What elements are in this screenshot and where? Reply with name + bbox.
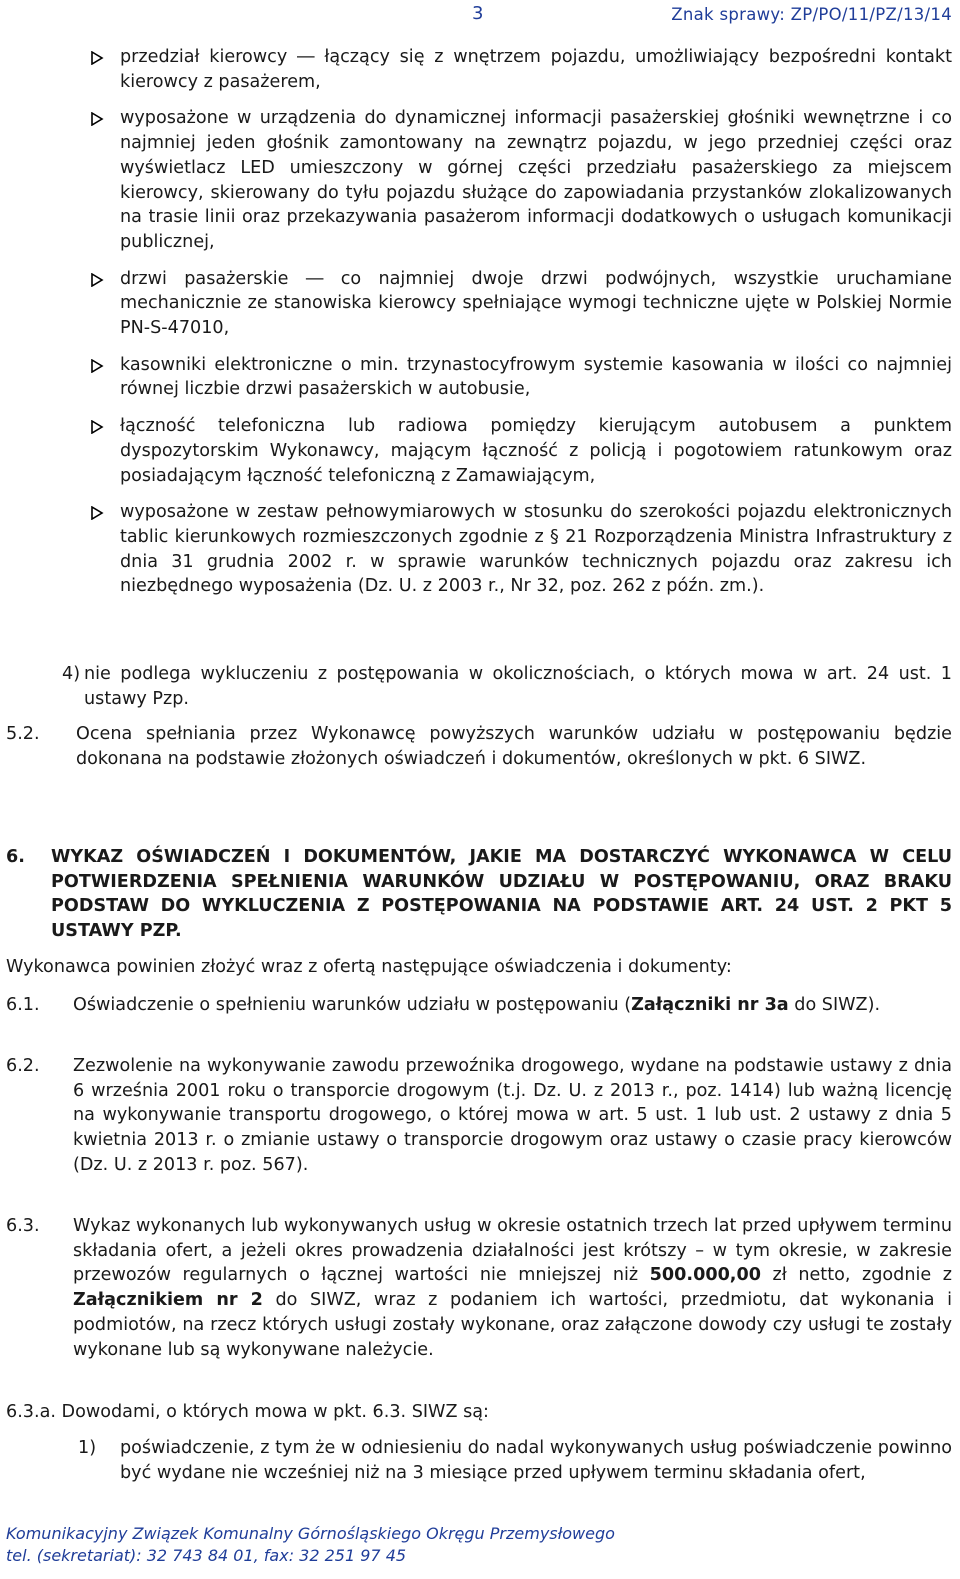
item-text: poświadczenie, z tym że w odniesieniu do nadal wykonywanych usług poświadczenie powinno być wydane nie wcześniej niż na 3 miesiące przed upływem terminu składania ofert, xyxy=(120,1438,952,1483)
list-item-text: przedział kierowcy ― łączący się z wnętrzem pojazdu, umożliwiający bezpośredni kontakt kierowcy z pasażerem, xyxy=(120,47,952,92)
item-6-3-a-1 xyxy=(78,1436,952,1485)
list-item-text: łączność telefoniczna lub radiowa pomiędzy kierującym autobusem a punktem dyspozytorskim Wykonawcy, mającym łączność z policją i pogotowiem ratunkowym oraz posiadającym łączność telefoniczną z Zamawiającym, xyxy=(120,416,952,486)
item-text-part1: Wykaz wykonanych lub wykonywanych usług w okresie ostatnich trzech lat przed upływem terminu składania ofert, a jeżeli okres prowadzenia działalności jest krótszy – w tym okresie, w zakresie przewozów regularnych o łącznej wartości nie mniejszej niż xyxy=(73,1216,952,1286)
equipment-requirements-list xyxy=(90,45,952,611)
list-item xyxy=(90,267,952,341)
attachment-reference: Załączniki nr 3a xyxy=(631,995,789,1015)
arrow-bullet-icon xyxy=(90,420,104,434)
section-6-intro: Wykonawca powinien złożyć wraz z ofertą następujące oświadczenia i dokumenty: xyxy=(6,957,732,977)
list-item xyxy=(90,106,952,254)
item-text-part3: do SIWZ, wraz z podaniem ich wartości, przedmiotu, dat wykonania i podmiotów, na rzecz których usługi zostały wykonane, oraz załączone dowody czy usługi te zostały wykonane lub są wykonywane należycie. xyxy=(73,1290,952,1360)
item-text: Zezwolenie na wykonywanie zawodu przewoźnika drogowego, wydane na podstawie ustawy z dnia 6 września 2001 roku o transporcie drogowym (t.j. Dz. U. z 2013 r., poz. 1414) lub ważną licencję na wykonywanie transportu drogowego, o której mowa w art. 5 ust. 1 lub ust. 2 ustawy z dnia 5 kwietnia 2013 r. o zmianie ustawy o transporcie drogowym oraz ustawy o czasie pracy kierowców (Dz. U. z 2013 r. poz. 567). xyxy=(73,1056,952,1175)
item-6-2 xyxy=(6,1054,952,1178)
arrow-bullet-icon xyxy=(90,112,104,126)
section-title: WYKAZ OŚWIADCZEŃ I DOKUMENTÓW, JAKIE MA DOSTARCZYĆ WYKONAWCA W CELU POTWIERDZENIA SPEŁNIENIA WARUNKÓW UDZIAŁU W POSTĘPOWANIU, ORAZ BRAKU PODSTAW DO WYKLUCZENIA Z POSTĘPOWANIA NA PODSTAWIE ART. 24 UST. 2 PKT 5 USTAWY PZP. xyxy=(51,847,952,942)
item-6-3 xyxy=(6,1214,952,1362)
item-text xyxy=(73,1214,952,1362)
arrow-bullet-icon xyxy=(90,359,104,373)
footer-organization: Komunikacyjny Związek Komunalny Górnośląskiego Okręgu Przemysłowego xyxy=(6,1524,615,1543)
list-item-text: kasowniki elektroniczne o min. trzynastocyfrowym systemie kasowania w ilości co najmniej równej liczbie drzwi pasażerskich w autobusie, xyxy=(120,354,952,400)
item-text-pre: Oświadczenie o spełnieniu warunków udziału w postępowaniu ( xyxy=(73,995,632,1015)
item-number: 5.2. xyxy=(6,724,40,744)
item-text xyxy=(73,993,952,1018)
item-number: 6.1. xyxy=(6,995,40,1015)
item-number: 6.2. xyxy=(6,1056,40,1076)
item-number: 4) xyxy=(62,664,81,684)
item-text: Ocena spełniania przez Wykonawcę powyższych warunków udziału w postępowaniu będzie dokonana na podstawie złożonych oświadczeń i dokumentów, określonych w pkt. 6 SIWZ. xyxy=(76,724,952,769)
item-6-1 xyxy=(6,993,952,1018)
item-text-part2: zł netto, zgodnie z xyxy=(760,1265,952,1286)
list-item-text: wyposażone w urządzenia do dynamicznej informacji pasażerskiej głośniki wewnętrzne i co najmniej jeden głośnik zamontowany na zewnątrz pojazdu, w jego przedniej części oraz wyświetlacz LED umieszczony w górnej części przedziału pasażerskiego za miejscem kierowcy, skierowany do tyłu pojazdu służące do zapowiadania przystanków zlokalizowanych na trasie linii oraz przekazywania pasażerom informacji dodatkowych o usługach komunikacji publicznej, xyxy=(120,108,952,252)
condition-item-4 xyxy=(62,662,952,711)
arrow-bullet-icon xyxy=(90,51,104,65)
list-item xyxy=(90,353,952,402)
page-number: 3 xyxy=(472,3,484,24)
list-item xyxy=(90,45,952,94)
item-text-post: do SIWZ). xyxy=(788,995,881,1015)
list-item xyxy=(90,414,952,488)
list-item-text: drzwi pasażerskie ― co najmniej dwoje drzwi podwójnych, wszystkie uruchamiane mechanicznie ze stanowiska kierowcy spełniające wymogi techniczne ujęte w Polskiej Normie PN-S-47010, xyxy=(120,268,952,339)
list-item-text: wyposażone w zestaw pełnowymiarowych w stosunku do szerokości pojazdu elektronicznych tablic kierunkowych rozmieszczonych zgodnie z § 21 Rozporządzenia Ministra Infrastruktury z dnia 31 grudnia 2002 r. w sprawie warunków technicznych pojazdu oraz zakresu ich niezbędnego wyposażenia (Dz. U. z 2003 r., Nr 32, poz. 262 z późn. zm.). xyxy=(120,502,952,597)
item-number: 6.3. xyxy=(6,1216,40,1236)
section-6-heading xyxy=(6,845,952,944)
section-number: 6. xyxy=(6,847,25,867)
item-6-3-a xyxy=(6,1400,952,1425)
footer xyxy=(6,1523,615,1567)
item-number: 6.3.a. xyxy=(6,1402,56,1422)
attachment-reference: Załącznikiem nr 2 xyxy=(73,1290,263,1311)
list-item xyxy=(90,500,952,599)
item-text: Dowodami, o których mowa w pkt. 6.3. SIWZ są: xyxy=(61,1402,489,1422)
item-number: 1) xyxy=(78,1438,97,1458)
footer-contact: tel. (sekretariat): 32 743 84 01, fax: 32 251 97 45 xyxy=(6,1546,407,1565)
arrow-bullet-icon xyxy=(90,273,104,287)
amount-value: 500.000,00 xyxy=(649,1265,761,1286)
arrow-bullet-icon xyxy=(90,506,104,520)
section-5-2 xyxy=(6,722,952,771)
item-text: nie podlega wykluczeniu z postępowania w okolicznościach, o których mowa w art. 24 ust. 1 ustawy Pzp. xyxy=(84,664,952,709)
case-reference: Znak sprawy: ZP/PO/11/PZ/13/14 xyxy=(671,5,952,24)
